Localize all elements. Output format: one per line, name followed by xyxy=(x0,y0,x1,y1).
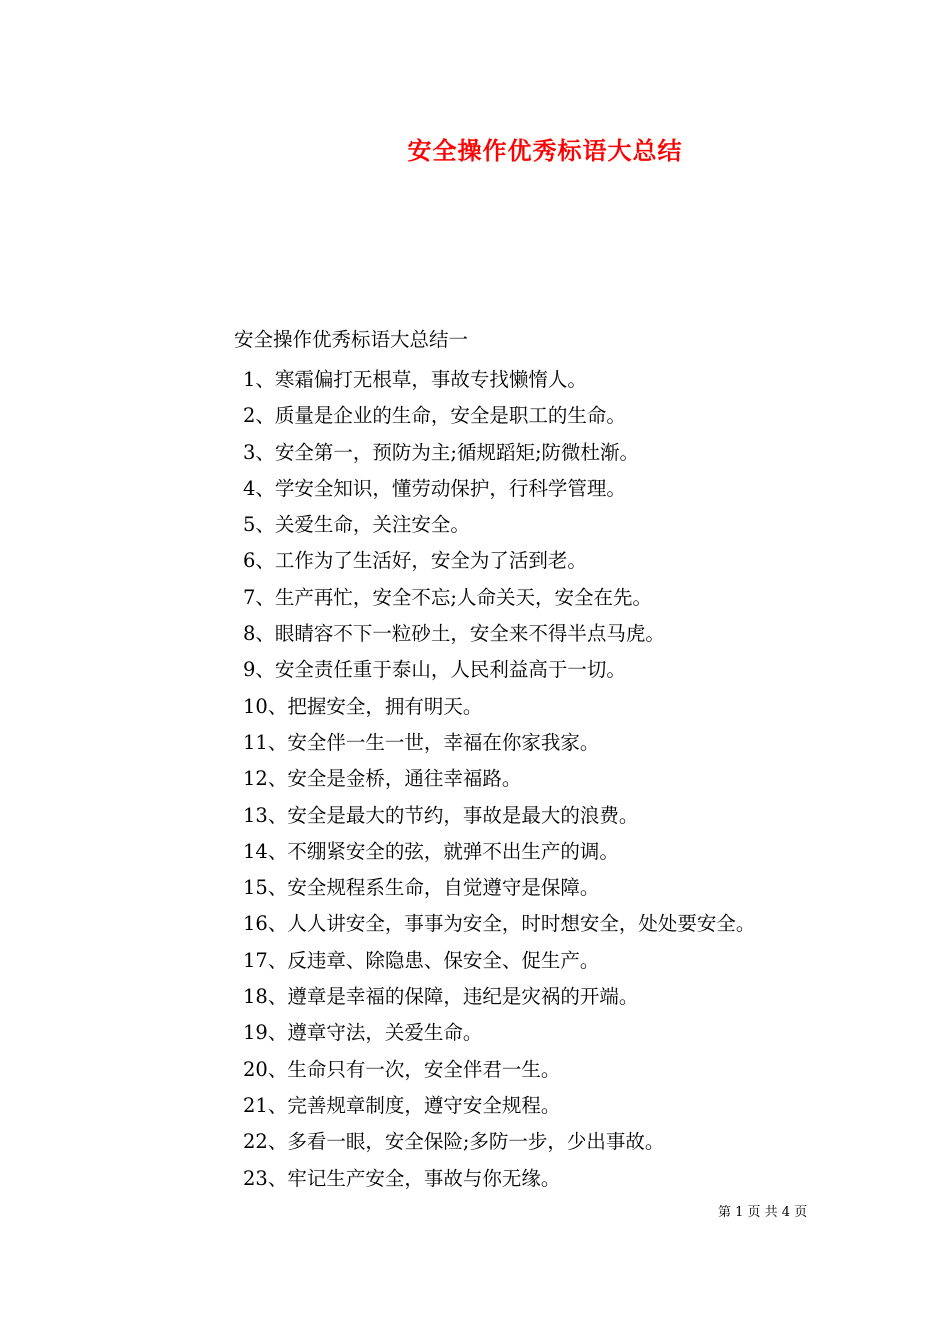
list-item: 19、遵章守法，关爱生命。 xyxy=(243,1021,483,1045)
list-item: 10、把握安全，拥有明天。 xyxy=(243,694,483,718)
section-heading: 安全操作优秀标语大总结一 xyxy=(234,328,469,351)
list-item: 5、关爱生命，关注安全。 xyxy=(243,513,470,537)
slogan-list xyxy=(243,362,755,1197)
list-item: 3、安全第一，预防为主;循规蹈矩;防微杜渐。 xyxy=(243,440,640,464)
list-item: 1、寒霜偏打无根草，事故专找懒惰人。 xyxy=(243,368,587,391)
document-title: 安全操作优秀标语大总结 xyxy=(407,136,683,165)
list-item: 16、人人讲安全，事事为安全，时时想安全，处处要安全。 xyxy=(243,912,756,936)
list-item: 7、生产再忙，安全不忘;人命关天，安全在先。 xyxy=(243,585,652,609)
page-number-footer: 第 1 页 共 4 页 xyxy=(718,1205,808,1220)
list-item: 23、牢记生产安全，事故与你无缘。 xyxy=(243,1166,561,1190)
list-item: 13、安全是最大的节约，事故是最大的浪费。 xyxy=(243,803,639,827)
list-item: 17、反违章、除隐患、保安全、促生产。 xyxy=(243,948,600,972)
list-item: 11、安全伴一生一世，幸福在你家我家。 xyxy=(243,730,600,754)
list-item: 14、不绷紧安全的弦，就弹不出生产的调。 xyxy=(243,839,619,863)
list-item: 4、学安全知识，懂劳动保护，行科学管理。 xyxy=(243,476,626,500)
list-item: 8、眼睛容不下一粒砂土，安全来不得半点马虎。 xyxy=(243,622,665,646)
list-item: 2、质量是企业的生命，安全是职工的生命。 xyxy=(243,404,626,428)
list-item: 9、安全责任重于泰山，人民利益高于一切。 xyxy=(243,658,626,682)
list-item: 20、生命只有一次，安全伴君一生。 xyxy=(243,1057,561,1081)
list-item: 12、安全是金桥，通往幸福路。 xyxy=(243,767,522,791)
list-item: 18、遵章是幸福的保障，违纪是灾祸的开端。 xyxy=(243,985,639,1009)
list-item: 15、安全规程系生命，自觉遵守是保障。 xyxy=(243,876,600,900)
list-item: 6、工作为了生活好，安全为了活到老。 xyxy=(243,549,587,573)
list-item: 22、多看一眼，安全保险;多防一步，少出事故。 xyxy=(243,1130,665,1154)
list-item: 21、完善规章制度，遵守安全规程。 xyxy=(243,1093,561,1117)
